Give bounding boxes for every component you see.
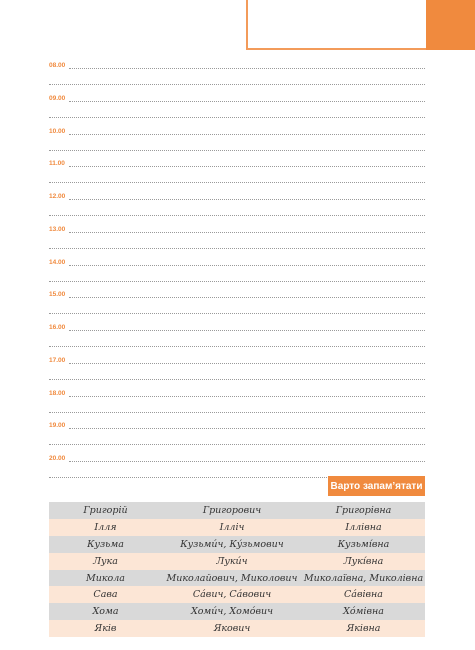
first-name-cell: Лука — [49, 553, 162, 570]
write-line[interactable] — [49, 281, 425, 282]
write-line[interactable] — [69, 166, 425, 167]
male-patronymic-cell: Луки́ч — [162, 553, 302, 570]
time-slot — [49, 320, 425, 353]
write-line[interactable] — [49, 215, 425, 216]
female-patronymic-cell: Сáвівна — [302, 586, 425, 603]
time-label: 20.00 — [49, 455, 66, 462]
write-line[interactable] — [49, 412, 425, 413]
write-line[interactable] — [69, 428, 425, 429]
female-patronymic-cell: Миколаївна, Миколівна — [302, 570, 425, 587]
header-frame — [246, 0, 426, 50]
table-row — [49, 570, 425, 587]
write-line[interactable] — [69, 101, 425, 102]
first-name-cell: Ілля — [49, 519, 162, 536]
time-slot — [49, 189, 425, 222]
time-label: 16.00 — [49, 324, 66, 331]
write-line[interactable] — [69, 68, 425, 69]
write-line[interactable] — [69, 297, 425, 298]
time-slot — [49, 386, 425, 419]
write-line[interactable] — [49, 84, 425, 85]
corner-tab — [426, 0, 475, 50]
female-patronymic-cell: Яківна — [302, 620, 425, 637]
write-line[interactable] — [49, 346, 425, 347]
time-slot — [49, 418, 425, 451]
female-patronymic-cell: Кузьмíвна — [302, 536, 425, 553]
table-row — [49, 536, 425, 553]
first-name-cell: Сава — [49, 586, 162, 603]
time-slot — [49, 222, 425, 255]
time-slot — [49, 124, 425, 157]
time-label: 08.00 — [49, 62, 66, 69]
first-name-cell: Хома — [49, 603, 162, 620]
table-row — [49, 620, 425, 637]
write-line[interactable] — [49, 182, 425, 183]
table-row — [49, 586, 425, 603]
time-label: 17.00 — [49, 356, 66, 364]
male-patronymic-cell: Сáвич, Сáвович — [162, 586, 302, 603]
patronymic-table — [49, 502, 425, 637]
write-line[interactable] — [49, 150, 425, 151]
time-label: 11.00 — [49, 160, 65, 168]
time-label: 18.00 — [49, 389, 66, 397]
write-line[interactable] — [49, 313, 425, 314]
male-patronymic-cell: Ілліч — [162, 519, 302, 536]
female-patronymic-cell: Хóмівна — [302, 603, 425, 620]
male-patronymic-cell: Хоми́ч, Хомóвич — [162, 603, 302, 620]
time-slot — [49, 58, 425, 91]
time-slot — [49, 91, 425, 124]
first-name-cell: Яків — [49, 620, 162, 637]
write-line[interactable] — [69, 396, 425, 397]
time-label: 13.00 — [49, 225, 66, 233]
time-label: 19.00 — [49, 422, 66, 430]
write-line[interactable] — [49, 444, 425, 445]
female-patronymic-cell: Лукíвна — [302, 553, 425, 570]
time-label: 09.00 — [49, 94, 66, 102]
write-line[interactable] — [69, 265, 425, 266]
write-line[interactable] — [69, 134, 425, 135]
write-line[interactable] — [49, 248, 425, 249]
first-name-cell: Григорій — [49, 502, 162, 519]
write-line[interactable] — [69, 461, 425, 462]
time-slot — [49, 353, 425, 386]
remember-badge: Варто запам’ятати — [328, 476, 425, 496]
first-name-cell: Микола — [49, 570, 162, 587]
hourly-schedule — [49, 58, 425, 484]
write-line[interactable] — [49, 379, 425, 380]
time-label: 14.00 — [49, 258, 66, 266]
write-line[interactable] — [49, 117, 425, 118]
time-label: 10.00 — [49, 127, 66, 135]
male-patronymic-cell: Миколайович, Миколович — [162, 570, 302, 587]
table-row — [49, 603, 425, 620]
time-slot — [49, 255, 425, 288]
first-name-cell: Кузьма — [49, 536, 162, 553]
male-patronymic-cell: Кузьми́ч, Кýзьмович — [162, 536, 302, 553]
table-row — [49, 502, 425, 519]
write-line[interactable] — [69, 232, 425, 233]
male-patronymic-cell: Григорович — [162, 502, 302, 519]
table-row — [49, 519, 425, 536]
time-slot — [49, 287, 425, 320]
time-label: 15.00 — [49, 291, 66, 299]
write-line[interactable] — [69, 199, 425, 200]
female-patronymic-cell: Григорівна — [302, 502, 425, 519]
table-row — [49, 553, 425, 570]
time-slot — [49, 156, 425, 189]
male-patronymic-cell: Якович — [162, 620, 302, 637]
time-label: 12.00 — [49, 193, 66, 200]
write-line[interactable] — [69, 330, 425, 331]
female-patronymic-cell: Іллівна — [302, 519, 425, 536]
write-line[interactable] — [69, 363, 425, 364]
